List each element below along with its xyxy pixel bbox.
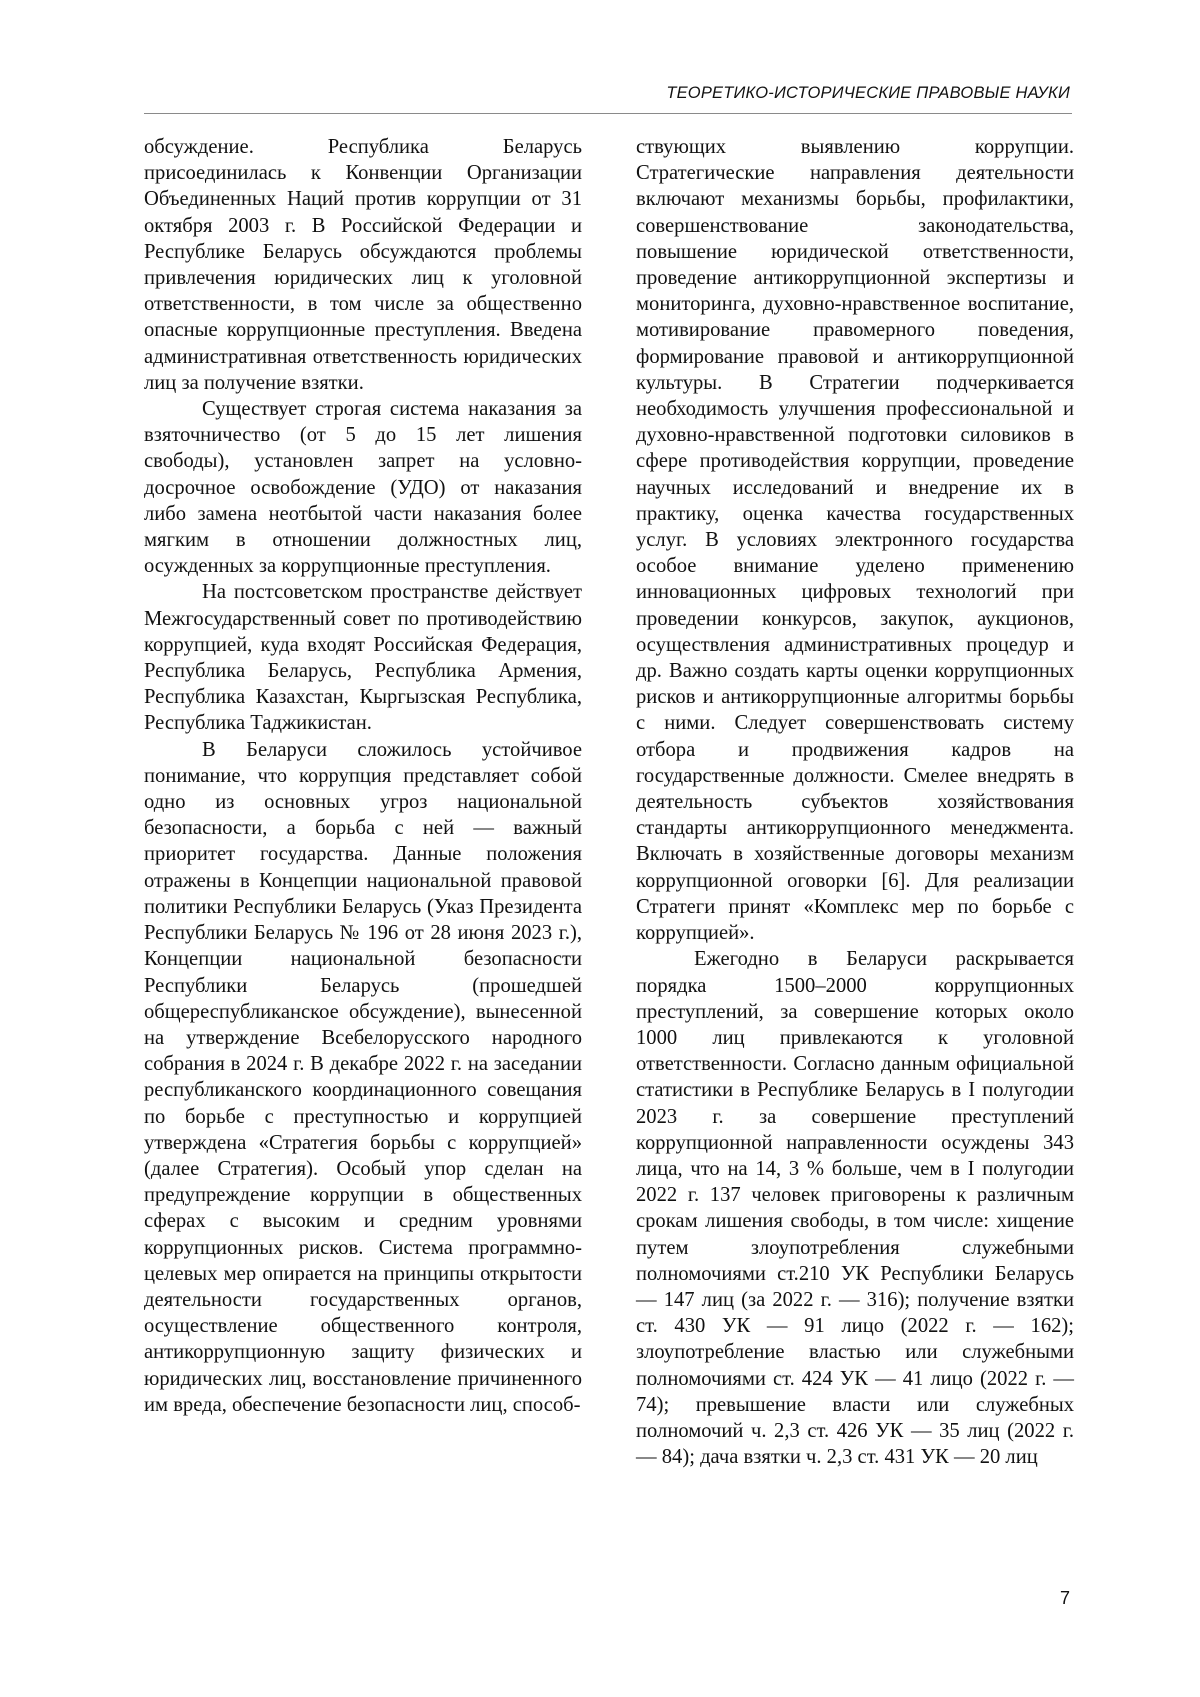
paragraph: На постсоветском пространстве действует Межгосударственный совет по противодействию коррупцией, куда входят Российская Федерация, Республика Беларусь, Республика Армения, Республика Казахстан, Кыргызская Республика, Республика Таджикистан. <box>144 581 582 735</box>
paragraph: ствующих выявлению коррупции. Стратегические направления деятельности включают механизмы борьбы, профилактики, совершенствование законодательства, повышение юридической ответственности, проведение антикоррупционной экспертизы и мониторинга, духовно-нравственное воспитание, мотивирование правомерного поведения, формирование правовой и антикоррупционной культуры. В Стратегии подчеркивается необходимость улучшения профессиональной и духовно-нравственной подготовки силовиков в сфере противодействия коррупции, проведение научных исследований и внедрение их в практику, оценка качества государственных услуг. В условиях электронного государства особое внимание уделено применению инновационных цифровых технологий при проведении конкурсов, закупок, аукционов, осуществления административных процедур и др. Важно создать карты оценки коррупционных рисков и антикоррупционные алгоритмы борьбы с ними. Следует совершенствовать систему отбора и продвижения кадров на государственные должности. Смелее внедрять в деятельность субъектов хозяйствования стандарты антикоррупционного менеджмента. Включать в хозяйственные договоры механизм коррупционной оговорки [6]. Для реализации Стратеги принят «Комплекс мер по борьбе с коррупцией». <box>636 136 1074 945</box>
running-header: ТЕОРЕТИКО-ИСТОРИЧЕСКИЕ ПРАВОВЫЕ НАУКИ <box>666 84 1070 102</box>
paragraph: обсуждение. Республика Беларусь присоединилась к Конвенции Организации Объединенных Наций против коррупции от 31 октября 2003 г. В Российской Федерации и Республике Беларусь обсуждаются проблемы привлечения юридических лиц к уголовной ответственности, в том числе за общественно опасные коррупционные преступления. Введена административная ответственность юридических лиц за получение взятки. <box>144 136 582 394</box>
right-column <box>636 134 1074 1470</box>
left-column <box>144 134 582 1418</box>
paragraph: В Беларуси сложилось устойчивое понимание, что коррупция представляет собой одно из основных угроз национальной безопасности, а борьба с ней — важный приоритет государства. Данные положения отражены в Концепции национальной правовой политики Республики Беларусь (Указ Президента Республики Беларусь № 196 от 28 июня 2023 г.), Концепции национальной безопасности Республики Беларусь (прошедшей общереспубликанское обсуждение), вынесенной на утверждение Всебелорусского народного собрания в 2024 г. В декабре 2022 г. на заседании республиканского координационного совещания по борьбе с преступностью и коррупцией утверждена «Стратегия борьбы с коррупцией» (далее Стратегия). Особый упор сделан на предупреждение коррупции в общественных сферах с высоким и средним уровнями коррупционных рисков. Система программно-целевых мер опирается на принципы открытости деятельности государственных органов, осуществление общественного контроля, антикоррупционную защиту физических и юридических лиц, восстановление причиненного им вреда, обеспечение безопасности лиц, способ- <box>144 738 582 1416</box>
paragraph: Существует строгая система наказания за взяточничество (от 5 до 15 лет лишения свободы), установлен запрет на условно-досрочное освобождение (УДО) от наказания либо замена неотбытой части наказания более мягким в отношении должностных лиц, осужденных за коррупционные преступления. <box>144 398 582 578</box>
paragraph: Ежегодно в Беларуси раскрывается порядка 1500–2000 коррупционных преступлений, за совершение которых около 1000 лиц привлекаются к уголовной ответственности. Согласно данным официальной статистики в Республике Беларусь в I полугодии 2023 г. за совершение преступлений коррупционной направленности осуждены 343 лица, что на 14, 3 % больше, чем в I полугодии 2022 г. 137 человек приговорены к различным срокам лишения свободы, в том числе: хищение путем злоупотребления служебными полномочиями ст.210 УК Республики Беларусь — 147 лиц (за 2022 г. — 316); получение взятки ст. 430 УК — 91 лицо (2022 г. — 162); злоупотребление властью или служебными полномочиями ст. 424 УК — 41 лицо (2022 г. — 74); превышение власти или служебных полномочий ч. 2,3 ст. 426 УК — 35 лиц (2022 г. — 84); дача взятки ч. 2,3 ст. 431 УК — 20 лиц <box>636 948 1074 1469</box>
header-rule <box>144 113 1072 114</box>
page-number: 7 <box>1059 1588 1070 1608</box>
